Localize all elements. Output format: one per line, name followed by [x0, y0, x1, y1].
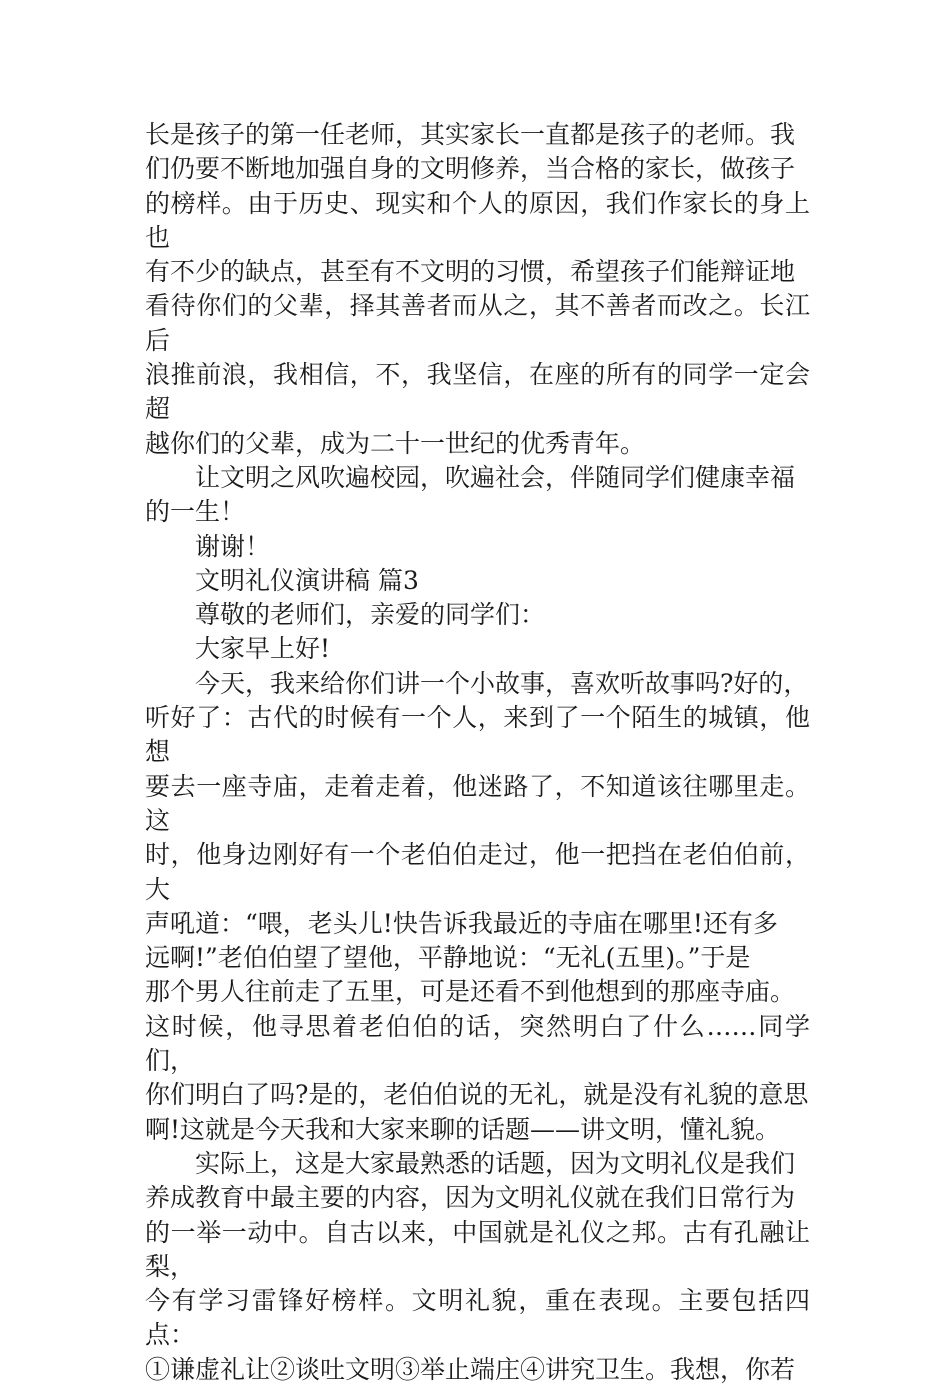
document-page: [145, 118, 810, 1387]
speech-salutation: 尊敬的老师们，亲爱的同学们：: [195, 600, 546, 630]
paragraph-parenting-role-models: 长是孩子的第一任老师，其实家长一直都是孩子的老师。我 们仍要不断地加强自身的文明修养，当合格的家长，做孩子 的榜样。由于历史、现实和个人的原因，我们作家长的身上也 有不少的缺点，甚至有不文明的习惯，希望孩子们能辩证地 看待你们的父辈，择其善者而从之，其不善者而改之。长江后 浪推前浪，我相信，不，我坚信，在座的所有的同学一定会超 越你们的父辈，成为二十一世纪的优秀青年。: [145, 120, 810, 458]
speech-greeting: 大家早上好!: [195, 634, 331, 664]
paragraph-etiquette-points: 实际上，这是大家最熟悉的话题，因为文明礼仪是我们 养成教育中最主要的内容，因为文明礼仪就在我们日常行为 的一举一动中。自古以来，中国就是礼仪之邦。古有孔融让梨， 今有学习雷锋好榜样。文明礼貌，重在表现。主要包括四点： ①谦虚礼让②谈吐文明③举止端庄④讲究卫生。我想，你若: [145, 1148, 810, 1384]
paragraph-civility-wish: 让文明之风吹遍校园，吹遍社会，伴随同学们健康幸福 的一生！: [145, 462, 796, 527]
paragraph-thanks: 谢谢！: [195, 531, 271, 561]
paragraph-story: 今天，我来给你们讲一个小故事，喜欢听故事吗?好的， 听好了：古代的时候有一个人，来到了一个陌生的城镇，他想 要去一座寺庙，走着走着，他迷路了，不知道该往哪里走。这 时，他身边刚好有一个老伯伯走过，他一把挡在老伯伯前，大 声吼道：“喂，老头儿!快告诉我最近的寺庙在哪里!还有多 远啊!”老伯伯望了望他，平静地说：“无礼(五里)。”于是 那个男人往前走了五里，可是还看不到他想到的那座寺庙。 这时候，他寻思着老伯伯的话，突然明白了什么……同学们， 你们明白了吗?是的，老伯伯说的无礼，就是没有礼貌的意思 啊!这就是今天我和大家来聊的话题——讲文明，懂礼貌。: [145, 668, 810, 1144]
speech-section-heading: 文明礼仪演讲稿 篇3: [195, 565, 419, 595]
